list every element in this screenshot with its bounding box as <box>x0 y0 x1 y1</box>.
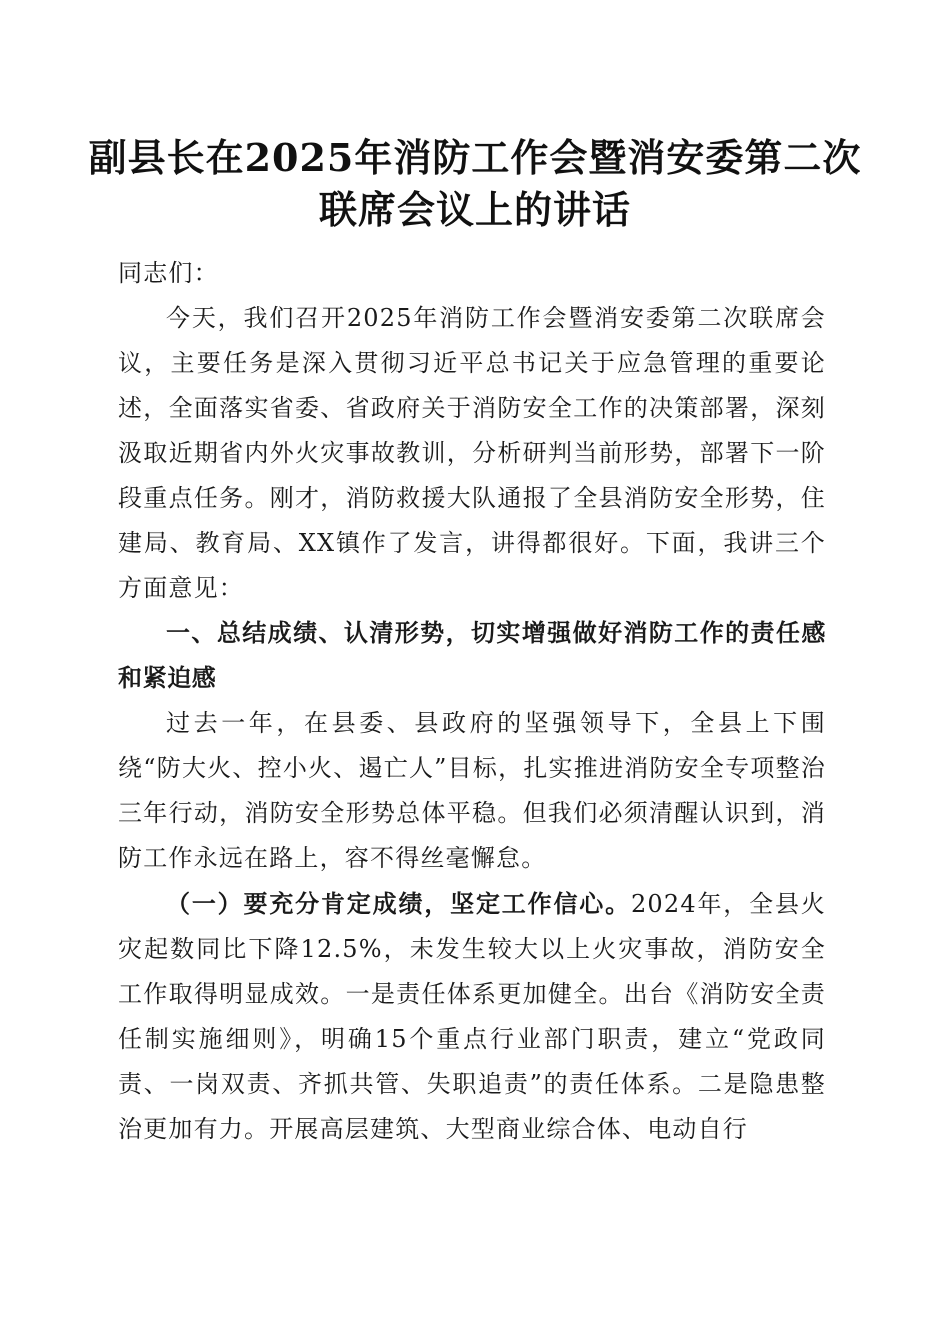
section-1-heading: 一、总结成绩、认清形势，切实增强做好消防工作的责任感和紧迫感 <box>118 619 826 692</box>
subsection-1-heading: （一）要充分肯定成绩，坚定工作信心。 <box>166 889 631 918</box>
title-line-1: 副县长在2025年消防工作会暨消安委第二次 <box>88 135 862 180</box>
document-title <box>60 132 890 236</box>
section-1-paragraph: 过去一年，在县委、县政府的坚强领导下，全县上下围绕“防大火、控小火、遏亡人”目标，扎实推进消防安全专项整治三年行动，消防安全形势总体平稳。但我们必须清醒认识到，消防工作永远在路上，容不得丝毫懈怠。 <box>118 709 826 872</box>
subsection-1-paragraph <box>118 881 826 1152</box>
subsection-1-text: 2024年，全县火灾起数同比下降12.5%，未发生较大以上火灾事故，消防安全工作取得明显成效。一是责任体系更加健全。出台《消防安全责任制实施细则》，明确15个重点行业部门职责，建立“党政同责、一岗双责、齐抓共管、失职追责”的责任体系。二是隐患整治更加有力。开展高层建筑、大型商业综合体、电动自行 <box>118 890 826 1143</box>
salutation: 同志们： <box>118 259 219 287</box>
document-body <box>118 251 826 1152</box>
intro-paragraph: 今天，我们召开2025年消防工作会暨消安委第二次联席会议，主要任务是深入贯彻习近平总书记关于应急管理的重要论述，全面落实省委、省政府关于消防安全工作的决策部署，深刻汲取近期省内外火灾事故教训，分析研判当前形势，部署下一阶段重点任务。刚才，消防救援大队通报了全县消防安全形势，住建局、教育局、XX镇作了发言，讲得都很好。下面，我讲三个方面意见： <box>118 304 826 602</box>
title-line-2: 联席会议上的讲话 <box>318 187 631 232</box>
